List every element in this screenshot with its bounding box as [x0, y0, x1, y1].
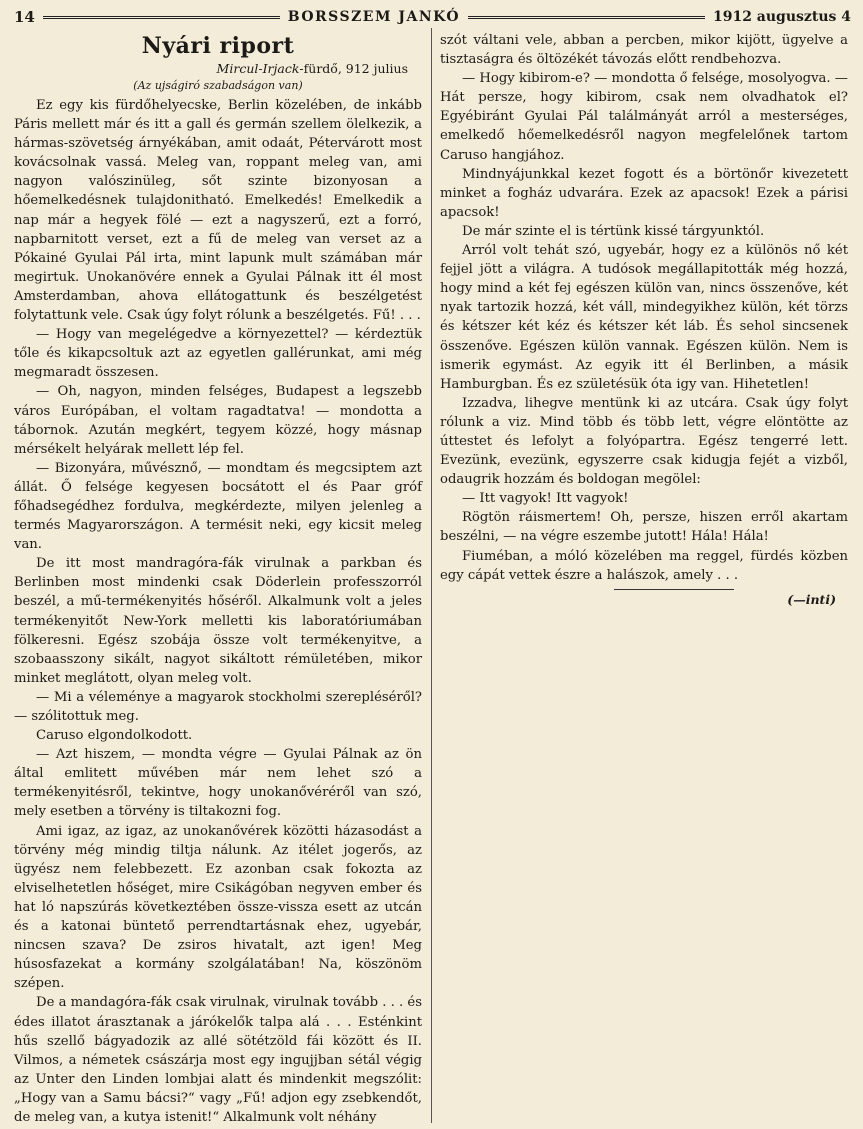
paragraph: Rögtön ráismertem! Oh, persze, hiszen erről akartam beszélni, — na végre eszembe jutott! Hála! Hála! — [440, 510, 848, 545]
paragraph: Mindnyájunkkal kezet fogott és a börtönőr kivezetett minket a fogház udvarára. Ezek az apacsok! Ezek a párisi apacsok! — [440, 166, 848, 220]
paragraph: De a mandagóra-fák csak virulnak, virulnak tovább . . . és édes illatot árasztanak a járókelők talpa alá . . . Esténkint hűs szellő bágyadozik az allé sötétzöld fái között és II. Vilmos, a németek császárja most egy ingujjban sétál végig az Unter den Linden lombjai alatt és mindenkit megszólit: „Hogy van a Samu bácsi?“ vagy „Fű! adjon egy zsebkendőt, de meleg van, a kutya istenit!“ Alkalmunk volt néhány — [14, 995, 422, 1125]
column-divider — [431, 28, 432, 1123]
header-rule-left — [43, 16, 280, 19]
right-paragraphs — [440, 31, 848, 585]
paragraph: Caruso elgondolkodott. — [36, 728, 193, 744]
dateline-rest: -fürdő, 912 julius — [299, 61, 408, 76]
header-rule-right — [468, 16, 705, 19]
left-column — [14, 31, 422, 1127]
page-number: 14 — [14, 8, 35, 26]
masthead: BORSSZEM JANKÓ — [287, 9, 461, 25]
paragraph: Ez egy kis fürdőhelyecske, Berlin közelében, de inkább Páris mellett már és itt a gall és germán szellem ölelkezik, a hármas-szövetség árnyékában, amit odaát, Pétervárott most kovácsolnak vassá. Meleg van, roppant meleg van, ami nagyon valószinüleg, sőt szinte bizonyosan a hőemelkedésnek tulajdonitható. Emelkedés! Emelkedik a nap már a hegyek fölé — ezt a nagyszerű, ezt a forró, napbarnitott verset, ezt a fű de meleg van verset az a Pókainé Gyulai Pál irta, mint lapunk mult számában már megirtuk. Unokanövére ennek a Gyulai Pálnak itt él most Amsterdamban, ahova ellátogattunk és beszélgetést folytattunk vele. Csak úgy folyt rólunk a beszélgetés. Fű! . . . — [14, 98, 422, 324]
paragraph: Izzadva, lihegve mentünk ki az utcára. Csak úgy folyt rólunk a viz. Mind több és több lett, végre elöntötte az úttestet és lefolyt a folyópartra. Egész tengerré lett. Evezünk, evezünk, egyszerre csak kidugja fejét a vizből, odaugrik hozzám és boldogan megölel: — [440, 395, 848, 488]
issue-date: 1912 augusztus 4 — [712, 9, 851, 25]
paragraph: — Mi a véleménye a magyarok stockholmi szerepléséről? — szólitottuk meg. — [14, 689, 422, 724]
left-paragraphs — [14, 96, 422, 1127]
paragraph: De itt most mandragóra-fák virulnak a parkban és Berlinben most mindenki csak Döderlein professzorról beszél, a mű-termékenyités hőséről. Alkalmunk volt a jeles termékenyitőt New-York melletti kis laboratóriumában fölkeresni. Egész szobája össze volt termékenyitve, a szobaasszony sikált, nagyot sikáltott rémületében, mikor minket meglátott, olyan meleg volt. — [14, 556, 422, 686]
paragraph: — Hogy kibirom-e? — mondotta ő felsége, mosolyogva. — Hát persze, hogy kibirom, csak nem olvadhatok el? Egyébiránt Gyulai Pál találmányát arról a mesterséges, emelkedő hőemelkedésről nagyon megfelelőnek tartom Caruso hangjához. — [440, 71, 848, 163]
paragraph: — Bizonyára, művésznő, — mondtam és megcsiptem azt állát. Ő felsége kegyesen bocsátott el és Paar gróf főhadsegédhez fordulva, megkérdezte, milyen jelenleg a termés Magyarországon. A termésit neki, egy kicsit meleg van. — [14, 460, 422, 553]
byline: (Az ujságiró szabadságon van) — [133, 79, 303, 92]
dateline-place: Mircul-Irjack — [216, 61, 300, 76]
article-title: Nyári riport — [141, 33, 295, 59]
paragraph: Fiuméban, a móló közelében ma reggel, fürdés közben egy cápát vettek észre a halászok, amely . . . — [440, 548, 848, 583]
paragraph: De már szinte el is tértünk kissé tárgyunktól. — [462, 223, 765, 239]
paragraph: — Azt hiszem, — mondta végre — Gyulai Pálnak az ön által emlitett művében már nem lehet szó a termékenyitésről, tekintve, hogy unokanővéréről van szó, mely esetben a törvény is tiltakozni fog. — [14, 747, 422, 820]
paragraph: Arról volt tehát szó, ugyebár, hogy ez a különös nő két fejjel jött a világra. A tudósok megállapitották még hozzá, hogy mind a két fej egészen külön van, nincs összenőve, két nyak tartozik hozzá, két váll, mindegyikhez külön, két törzs és kétszer két kéz és kétszer két láb. És sehol sincsenek összenőve. Egészen külön vannak. Egészen külön. Nem is ismerik egymást. Az egyik itt él Berlinben, a másik Hamburgban. És ez születésük óta igy van. Hihetetlen! — [440, 243, 848, 392]
paragraph: — Oh, nagyon, minden felséges, Budapest a legszebb város Európában, el voltam ragadtatva! — mondotta a tábornok. Azután megkért, tegyem közzé, hogy másnap mérsékelt helyárak mellett lép fel. — [14, 384, 422, 457]
author-signature: (—inti) — [787, 591, 836, 607]
paragraph: Ami igaz, az igaz, az unokanővérek közötti házasodást a törvény még mindig tiltja nálunk. Az itélet jogerős, az ügyész nem felebbezett. Ez azonban csak fokozta az elviselhetetlen hőséget, mire Csikágóban negyven ember és hat ló napszúrás következtében össze-vissza esett az utcán és a katonai büntető perrendtartásnak ehez, ugyebár, nincsen szava? De zsiros hivatalt, azt igen! Meg húsosfazekat a kormány szolgálatában! Na, köszönöm szépen. — [14, 823, 422, 992]
right-column — [440, 31, 848, 609]
paragraph: szót váltani vele, abban a percben, mikor kijött, ügyelve a tisztaságra és öltözékét távozás előtt rendbehozva. — [440, 33, 848, 68]
page-header — [14, 7, 851, 27]
end-rule — [614, 589, 734, 590]
dateline — [14, 61, 422, 77]
paragraph: — Hogy van megelégedve a környezettel? — kérdeztük tőle és kikapcsoltuk azt az egyetlen gallérunkat, ami még megmaradt összesen. — [14, 327, 422, 381]
paragraph: — Itt vagyok! Itt vagyok! — [462, 491, 629, 507]
